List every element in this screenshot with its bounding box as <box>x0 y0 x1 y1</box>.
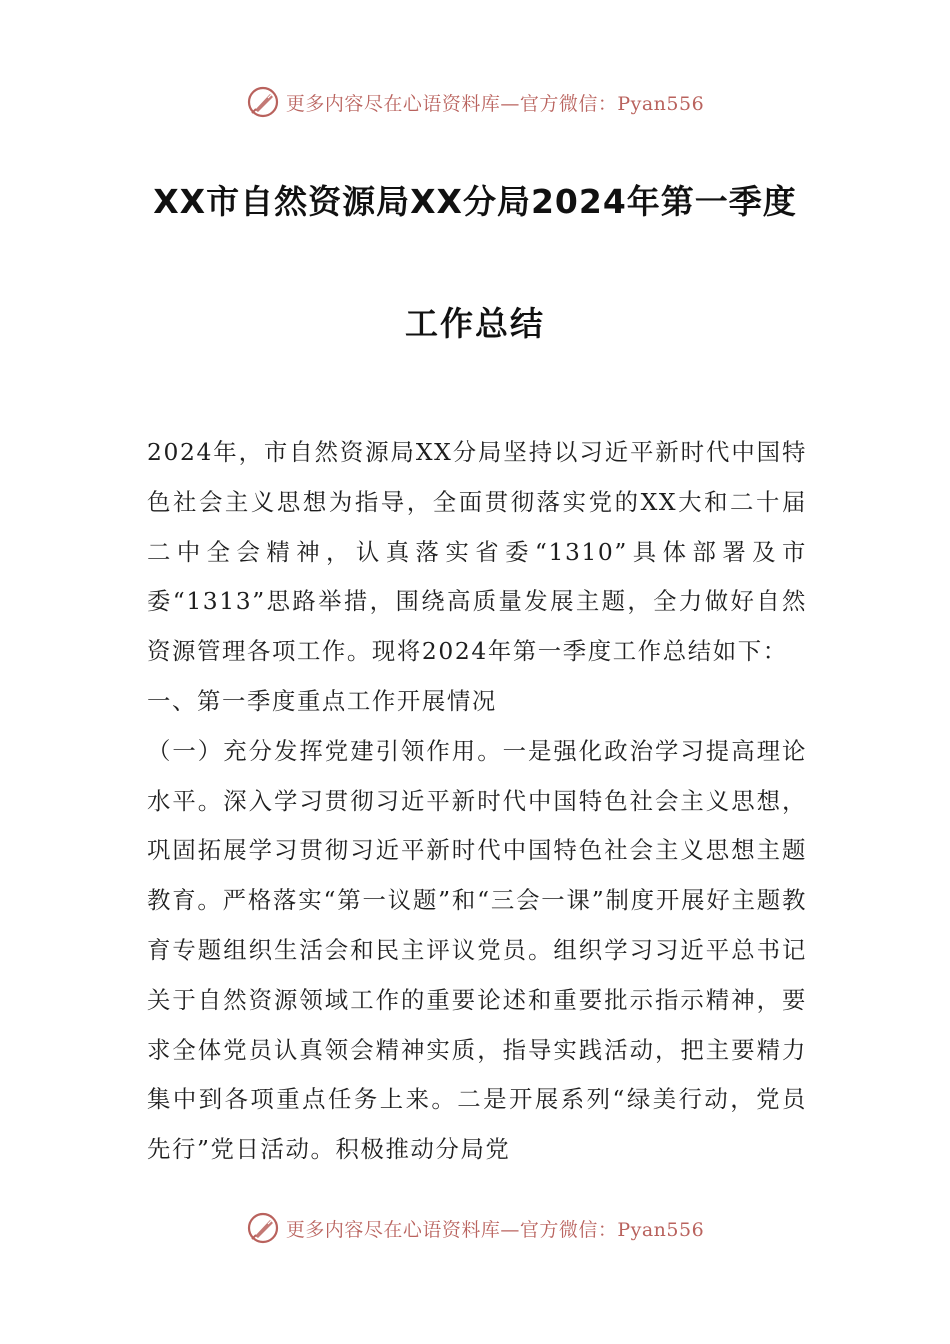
document-title-line-1: XX市自然资源局XX分局2024年第一季度 <box>153 182 797 221</box>
quill-pen-logo-icon <box>246 85 280 119</box>
paragraph-intro: 2024年，市自然资源局XX分局坚持以习近平新时代中国特色社会主义思想为指导，全面贯彻落实党的XX大和二十届二中全会精神，认真落实省委“1310”具体部署及市委“1313”思路举措，围绕高质量发展主题，全力做好自然资源管理各项工作。现将2024年第一季度工作总结如下： <box>147 438 807 666</box>
paragraph-party-building: （一）充分发挥党建引领作用。一是强化政治学习提高理论水平。深入学习贯彻习近平新时代中国特色社会主义思想，巩固拓展学习贯彻习近平新时代中国特色社会主义思想主题教育。严格落实“第一议题”和“三会一课”制度开展好主题教育专题组织生活会和民主评议党员。组织学习习近平总书记关于自然资源领域工作的重要论述和重要批示指示精神，要求全体党员认真领会精神实质，指导实践活动，把主要精力集中到各项重点任务上来。二是开展系列“绿美行动，党员先行”党日活动。积极推动分局党 <box>147 736 807 1164</box>
quill-pen-logo-icon <box>246 1211 280 1245</box>
document-title-line-2: 工作总结 <box>405 304 545 343</box>
header-banner <box>0 82 950 122</box>
footer-banner <box>0 1208 950 1248</box>
document-body <box>147 428 807 1175</box>
section-heading: 一、第一季度重点工作开展情况 <box>147 686 497 715</box>
banner-text: 更多内容尽在心语资料库—官方微信：Pyan556 <box>285 92 705 115</box>
banner-text: 更多内容尽在心语资料库—官方微信：Pyan556 <box>285 1218 705 1241</box>
